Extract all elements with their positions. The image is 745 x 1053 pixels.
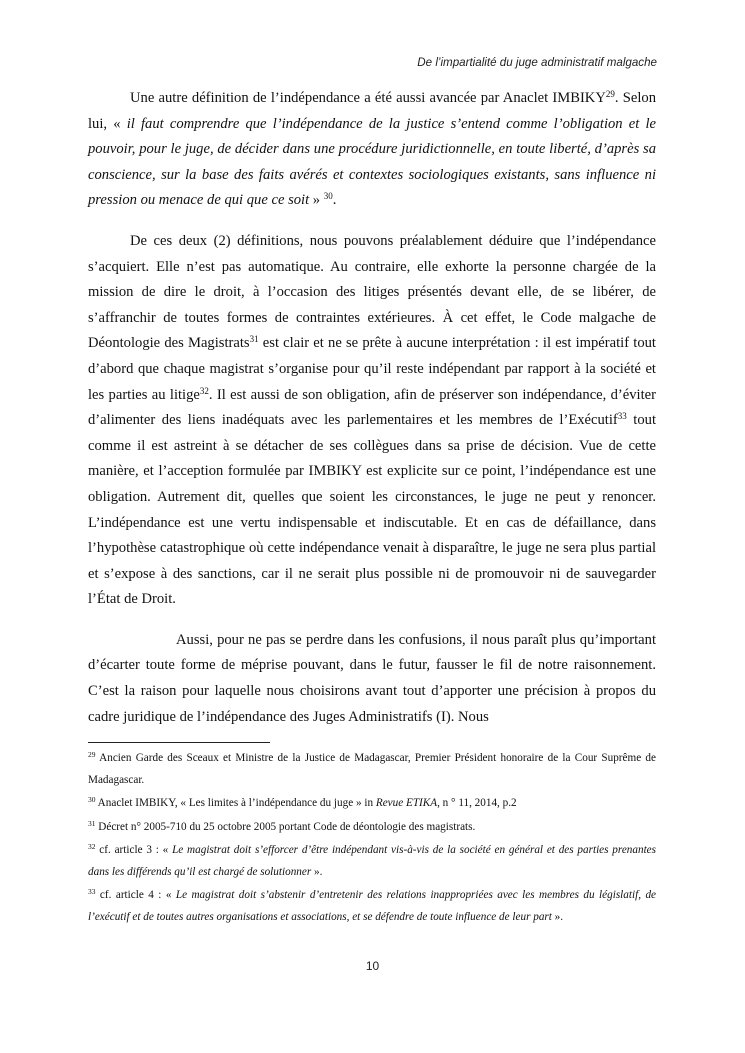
footnote-number: 29 [88,750,96,759]
footnote-ref-29[interactable]: 29 [605,89,615,99]
footnote-text: Anaclet IMBIKY, « Les limites à l’indépendance du juge » in [95,797,376,809]
footnote-text: cf. article 4 : « [95,889,176,901]
p1-text-b: . Selon lui, « [88,90,656,132]
p2-text-b: est clair et ne se prête à aucune interprétation : il est impératif tout d’abord que chaque magistrat s’organise pour qu’il reste indépendant par rapport à la société et les parties au litige [88,335,656,403]
paragraph-1 [88,86,656,214]
footnote-text: , n ° 11, 2014, p.2 [437,797,517,809]
footnote-ref-31[interactable]: 31 [249,334,259,345]
p2-text-c: . Il est aussi de son obligation, afin de préserver son indépendance, d’éviter d’alimenter des liens inadéquats avec les parlementaires et les membres de l’Exécutif [88,386,657,429]
footnote-text: ». [551,910,564,923]
paragraph-3 [88,628,656,730]
footnote-ref-33[interactable]: 33 [617,411,627,422]
footnote-italic: Le magistrat doit s’efforcer d’être indépendant vis-à-vis de la société en général et des parties prenantes dans les différends qu’il est chargé de solutionner [88,844,657,878]
footnote-text: Décret n° 2005-710 du 25 octobre 2005 portant Code de déontologie des magistrats. [95,820,476,833]
footnote-31 [88,817,656,839]
p1-text-c: » [309,192,324,209]
footnote-33 [88,885,656,928]
footnote-29 [88,748,656,791]
body-text [88,86,656,745]
footnote-number: 31 [88,818,96,828]
footnote-number: 30 [88,795,96,804]
p1-text-d: . [332,192,337,209]
footnote-italic: Revue ETIKA [375,797,438,809]
footnotes [88,748,656,930]
p1-text-a: Une autre définition de l’indépendance a été aussi avancée par Anaclet IMBIKY [130,90,606,106]
footnote-text: Ancien Garde des Sceaux et Ministre de la Justice de Madagascar, Premier Président honoraire de la Cour Suprême de Madagascar. [88,752,656,786]
footnote-text: ». [311,865,323,878]
p3-text: Aussi, pour ne pas se perdre dans les confusions, il nous paraît plus qu’important d’écarter toute forme de méprise pouvant, dans le futur, fausser le fil de notre raisonnement. C’est la raison pour laquelle nous choisirons avant tout d’apporter une précision à propos du cadre juridique de l’indépendance des Juges Administratifs (I). Nous [88,631,656,725]
footnote-ref-32[interactable]: 32 [199,385,209,396]
footnote-number: 33 [88,887,96,896]
page-number: 10 [365,959,380,973]
p2-text-a: De ces deux (2) définitions, nous pouvons préalablement déduire que l’indépendance s’acquiert. Elle n’est pas automatique. Au contraire, elle exhorte la personne chargée de la mission de dire le droit, à l’occasion des litiges présentés devant elle, de se libérer, de s’affranchir de toutes formes de contraintes extérieures. À cet effet, le Code malgache de Déontologie des Magistrats [88,232,656,352]
p1-quote: il faut comprendre que l’indépendance de la justice s’entend comme l’obligation et le pouvoir, pour le juge, de décider dans une procédure juridictionnelle, en toute liberté, d’après sa conscience, sur la base des faits avérés et contextes sociologiques existants, sans influence ni pression ou menace de qui que ce soit [88,115,656,209]
footnote-number: 32 [88,842,96,851]
footnote-text: cf. article 3 : « [95,844,173,856]
footnote-30 [88,793,656,815]
footnote-ref-30[interactable]: 30 [323,191,333,202]
footnote-italic: Le magistrat doit s’abstenir d’entretenir des relations inappropriées avec les membres du législatif, de l’exécutif et de toutes autres organisations et associations, et se défendre de toute influence de leur part [88,889,657,923]
p2-text-d: tout comme il est astreint à se détacher de ses collègues dans sa prise de décision. Vue de cette manière, et l’acception formulée par IMBIKY est explicite sur ce point, l’indépendance est une obligation. Autrement dit, quelles que soient les circonstances, le juge ne peut y renoncer. L’indépendance est une vertu indispensable et indiscutable. Et en cas de défaillance, dans l’hypothèse catastrophique où cette indépendance venait à disparaître, le juge ne sera plus partial et s’expose à des sanctions, car il ne serait plus possible ni de promouvoir ni de sauvegarder l’État de Droit. [88,412,657,608]
footnote-separator [88,742,270,743]
footnote-32 [88,840,656,883]
paragraph-2 [88,229,656,613]
running-header: De l’impartialité du juge administratif malgache [417,56,657,69]
